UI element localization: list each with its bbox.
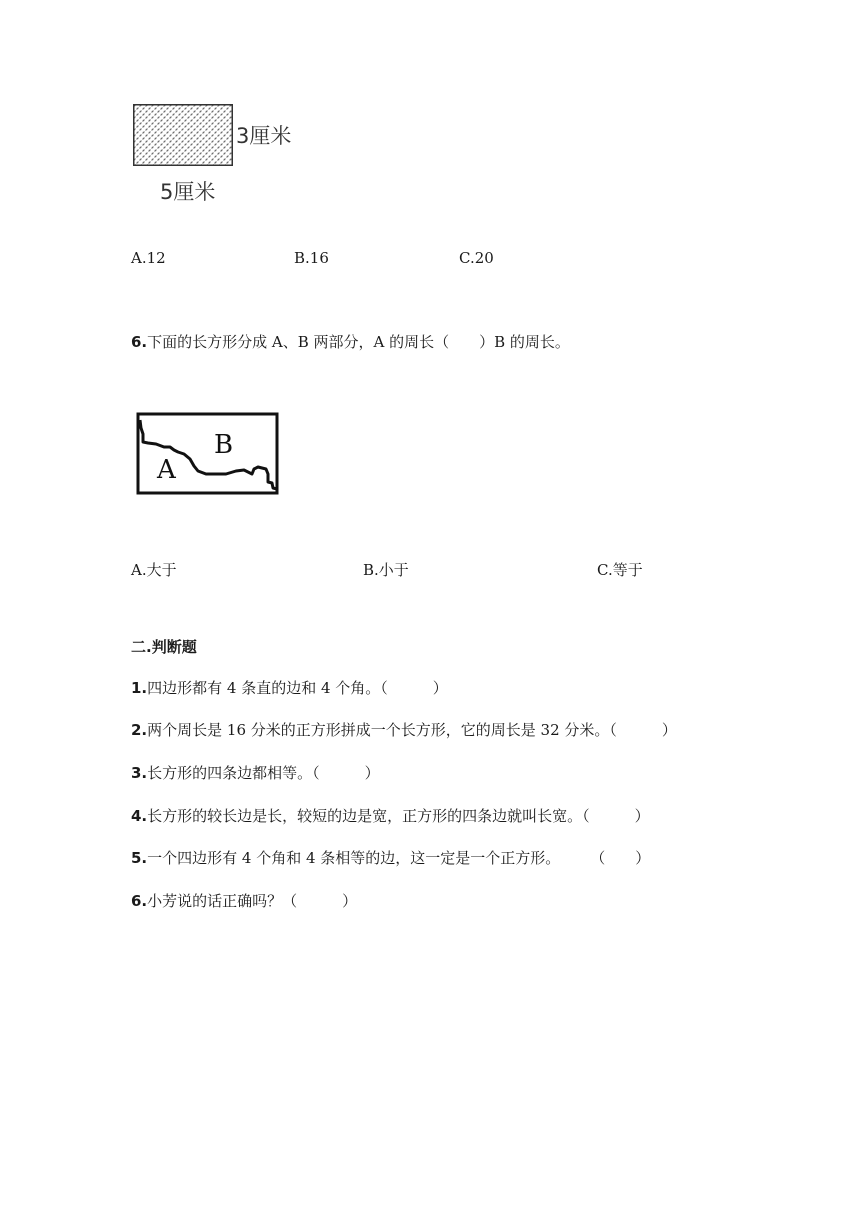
q5-rectangle-figure [133,104,233,166]
judge-item-number: 5. [131,849,148,867]
judge-item-text: 两个周长是 16 分米的正方形拼成一个长方形，它的周长是 32 分米。（ ） [147,721,677,739]
q6-option-c: C.等于 [597,561,643,579]
q6-text: 下面的长方形分成 A、B 两部分，A 的周长（ ）B 的周长。 [147,333,570,351]
judge-item-1 [131,677,448,698]
judge-item-text: 一个四边形有 4 个角和 4 条相等的边，这一定是一个正方形。 （ ） [147,849,651,867]
judge-item-6 [131,890,357,911]
judge-item-text: 小芳说的话正确吗？（ ） [147,892,358,910]
q5-option-a: A.12 [131,249,166,267]
judge-item-number: 2. [131,721,148,739]
judge-item-3 [131,762,380,783]
judge-item-2 [131,719,677,740]
dotted-rectangle-image [133,104,233,166]
q5-option-b: B.16 [294,249,329,267]
judge-item-number: 4. [131,807,148,825]
q6-label-a: A [157,455,176,485]
section-heading: 二.判断题 [131,638,197,656]
judge-item-text: 四边形都有 4 条直的边和 4 个角。（ ） [147,679,448,697]
judge-item-number: 3. [131,764,148,782]
q6-option-a: A.大于 [131,561,177,579]
q6-question [131,331,570,352]
judge-item-5 [131,847,650,868]
judge-item-4 [131,805,650,826]
judge-item-text: 长方形的较长边是长，较短的边是宽，正方形的四条边就叫长宽。（ ） [147,807,650,825]
q6-option-b: B.小于 [363,561,409,579]
q5-option-c: C.20 [459,249,494,267]
q6-number: 6. [131,333,148,351]
judge-item-text: 长方形的四条边都相等。（ ） [147,764,380,782]
q5-side-label: 3厘米 [236,124,292,148]
q6-label-b: B [214,430,234,460]
judge-item-number: 1. [131,679,148,697]
judge-item-number: 6. [131,892,148,910]
q5-bottom-label: 5厘米 [160,180,216,204]
